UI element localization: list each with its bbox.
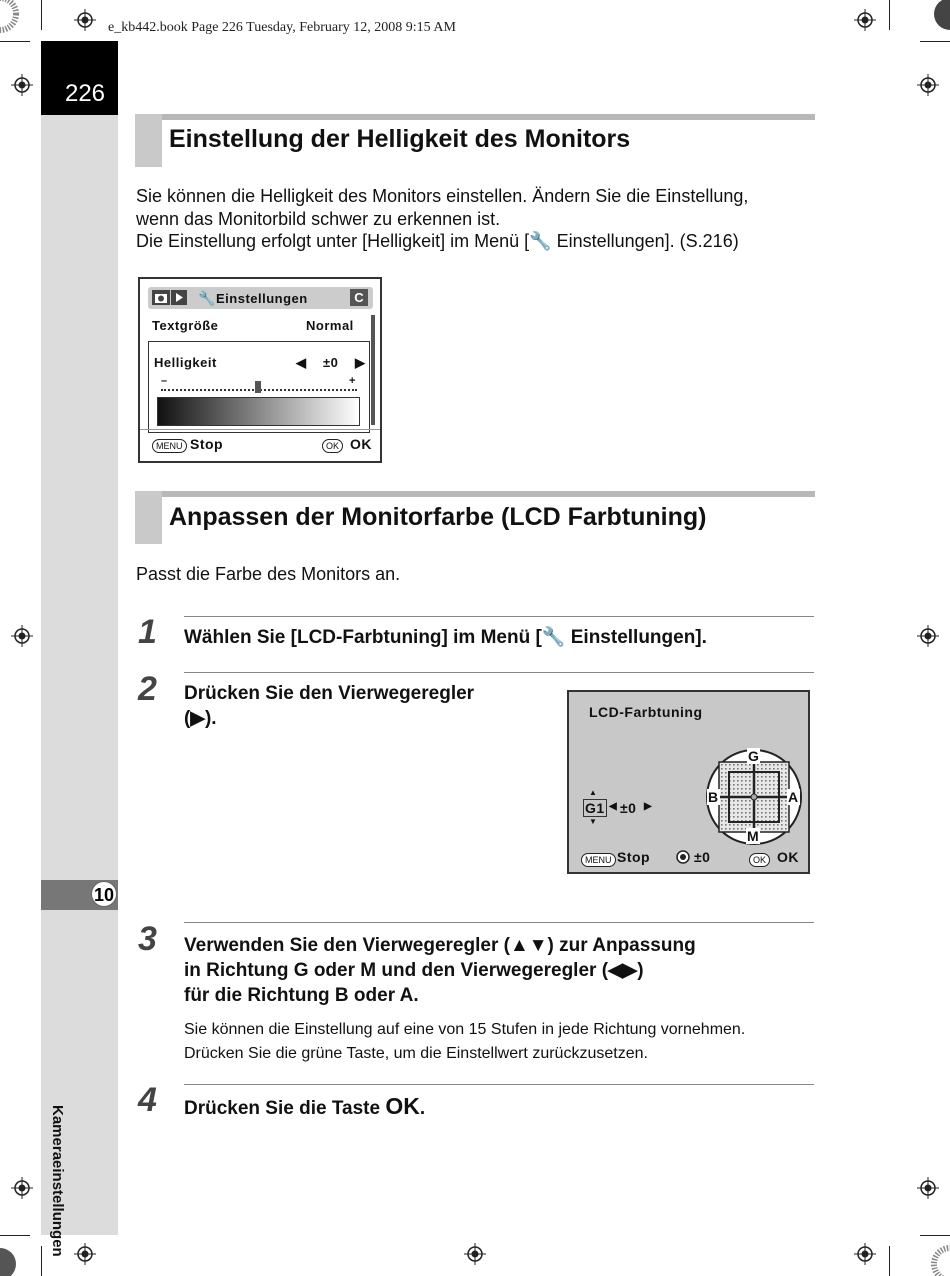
step-note: Drücken Sie die grüne Taste, um die Einstellwert zurückzusetzen. — [184, 1045, 648, 1062]
arrow-right-icon: ▶ — [644, 801, 653, 812]
registration-mark-icon — [917, 74, 939, 96]
step-text-main: Drücken Sie die Taste — [184, 1098, 381, 1119]
step-number: 3 — [138, 920, 157, 958]
sidebar — [41, 41, 118, 1235]
registration-mark-icon — [11, 1177, 33, 1199]
crop-mark — [41, 1246, 42, 1276]
menu-row-value: Normal — [306, 318, 354, 333]
registration-mark-icon — [74, 1243, 96, 1265]
screen-title: LCD-Farbtuning — [589, 704, 703, 720]
arrow-up-icon: ▲ — [589, 788, 598, 797]
stop-label: Stop — [617, 849, 651, 865]
registration-mark-icon — [74, 9, 96, 31]
step-divider — [184, 616, 814, 617]
reset-value: ±0 — [694, 849, 711, 865]
crop-mark — [920, 1235, 950, 1236]
step-text-end: . — [419, 1098, 426, 1119]
registration-mark-icon — [464, 1243, 486, 1265]
registration-mark-icon — [11, 625, 33, 647]
a-label: A — [788, 789, 799, 805]
section-header-bar — [135, 114, 815, 120]
crop-mark — [41, 0, 42, 30]
step-number: 2 — [138, 670, 157, 708]
color-wheel-mark-icon — [0, 1244, 30, 1276]
crop-mark — [0, 41, 30, 42]
chapter-number: 10 — [91, 881, 117, 907]
step-divider — [184, 672, 814, 673]
arrow-left-icon: ◀ — [609, 801, 618, 812]
axis-value: ±0 — [620, 800, 637, 816]
intro-text: Passt die Farbe des Monitors an. — [136, 564, 401, 584]
paragraph-line: Sie können die Helligkeit des Monitors einstellen. Ändern Sie die Einstellung, — [136, 186, 749, 206]
brightness-dialog — [148, 341, 370, 433]
ok-button-icon: OK — [322, 436, 343, 454]
custom-tab: C — [350, 289, 368, 306]
chapter-title: Kameraeinstellungen — [49, 1105, 66, 1257]
paragraph-line: wenn das Monitorbild schwer zu erkennen ist. — [136, 209, 501, 229]
arrow-left-icon: ◀ — [296, 355, 307, 370]
menu-title: Einstellungen — [216, 291, 308, 306]
step-divider — [184, 1084, 814, 1085]
section-header-bar — [135, 491, 815, 497]
brightness-gradient — [157, 397, 360, 426]
step-text: Wählen Sie [LCD-Farbtuning] im Menü [🔧 Einstellungen]. — [184, 627, 707, 648]
ok-label: OK — [350, 436, 372, 452]
page-number: 226 — [64, 80, 106, 107]
dialog-label: Helligkeit — [154, 355, 217, 370]
b-label: B — [708, 789, 719, 805]
step-text: (▶). — [184, 708, 217, 729]
section-header-block — [135, 491, 162, 544]
minus-label: – — [161, 375, 168, 387]
color-wheel-mark-icon — [0, 0, 30, 34]
registration-mark-icon — [917, 1177, 939, 1199]
plus-label: + — [349, 375, 356, 387]
step-text: Verwenden Sie den Vierwegeregler (▲▼) zur Anpassung — [184, 935, 696, 956]
section-title: Einstellung der Helligkeit des Monitors — [169, 125, 631, 153]
crop-mark — [920, 41, 950, 42]
step-number: 1 — [138, 613, 157, 651]
brightness-slider-handle[interactable] — [255, 381, 261, 393]
step-text — [184, 1094, 425, 1121]
m-label: M — [747, 828, 760, 844]
color-wheel-mark-icon — [918, 1244, 950, 1276]
lcd-color-tuning-screen — [567, 690, 810, 874]
wrench-icon: 🔧 — [198, 290, 216, 306]
book-header: e_kb442.book Page 226 Tuesday, February 12, 2008 9:15 AM — [108, 20, 456, 35]
color-wheel-mark-icon — [918, 0, 950, 34]
section-header-block — [135, 114, 162, 167]
g-label: G — [748, 748, 760, 764]
scrollbar — [371, 315, 375, 425]
menu-button-icon: MENU — [152, 436, 187, 454]
menu-button-icon: MENU — [581, 850, 616, 868]
registration-mark-icon — [854, 1243, 876, 1265]
registration-mark-icon — [917, 625, 939, 647]
ok-button-icon: OK — [749, 850, 770, 868]
arrow-down-icon: ▼ — [589, 817, 598, 826]
green-button-icon — [676, 850, 690, 864]
step-note: Sie können die Einstellung auf eine von 15 Stufen in jede Richtung vornehmen. — [184, 1021, 746, 1038]
brightness-value: ±0 — [323, 355, 339, 370]
camera-tab-icon — [152, 290, 170, 305]
step-divider — [184, 922, 814, 923]
registration-mark-icon — [11, 74, 33, 96]
crop-mark — [889, 0, 890, 30]
brightness-screen — [138, 277, 382, 463]
paragraph-line: Die Einstellung erfolgt unter [Helligkeit] im Menü [🔧 Einstellungen]. (S.216) — [136, 231, 739, 251]
playback-tab-icon — [171, 290, 187, 305]
crop-mark — [889, 1246, 890, 1276]
ok-label: OK — [777, 849, 799, 865]
crop-mark — [0, 1235, 30, 1236]
registration-mark-icon — [854, 9, 876, 31]
stop-label: Stop — [190, 436, 224, 452]
step-text: für die Richtung B oder A. — [184, 985, 419, 1006]
section-title: Anpassen der Monitorfarbe (LCD Farbtuning) — [169, 503, 707, 531]
axis-selector[interactable]: G1 — [585, 800, 605, 816]
arrow-right-icon: ▶ — [355, 355, 366, 370]
menu-row-label: Textgröße — [152, 318, 219, 333]
divider — [140, 429, 380, 430]
ok-key-label: OK — [385, 1093, 420, 1119]
step-text: in Richtung G oder M und den Vierwegeregler (◀▶) — [184, 960, 644, 981]
step-number: 4 — [138, 1081, 157, 1119]
step-text: Drücken Sie den Vierwegeregler — [184, 683, 475, 704]
